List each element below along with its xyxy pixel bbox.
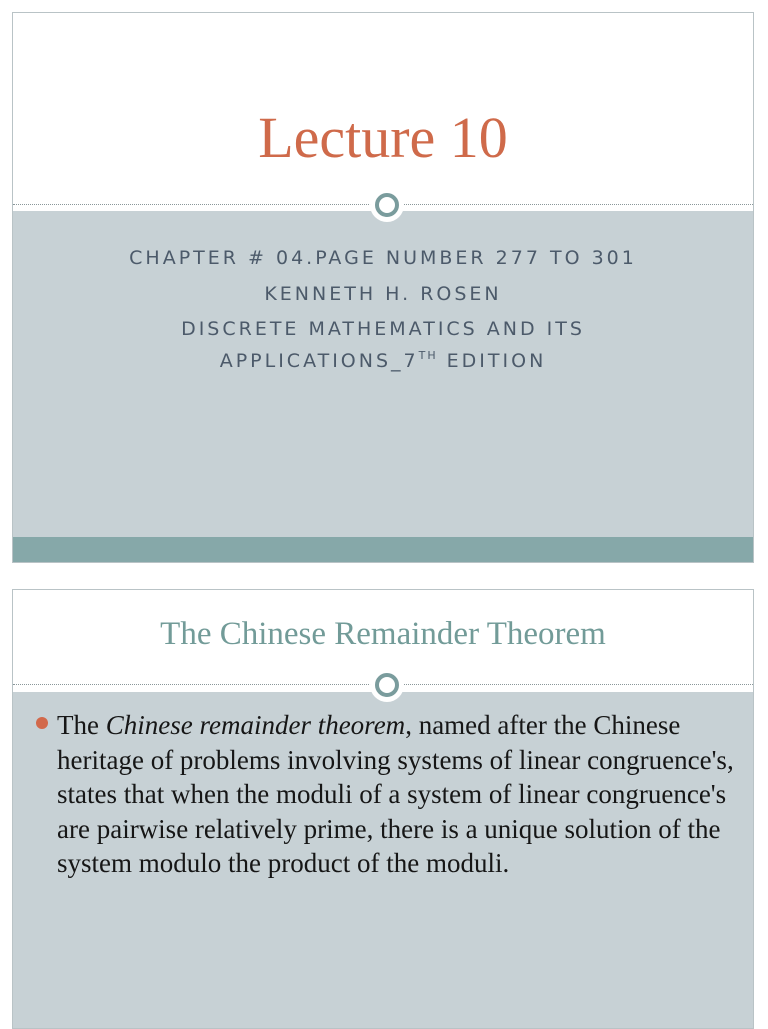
slide-2 (12, 589, 754, 1029)
slide-title: The Chinese Remainder Theorem (160, 616, 606, 652)
subtitle-author: KENNETH H. ROSEN (264, 283, 502, 305)
edition-word: EDITION (437, 350, 547, 372)
bullet-emphasis: Chinese remainder theorem (105, 710, 406, 740)
circle-ornament-icon (370, 188, 404, 222)
bottom-bar (13, 537, 753, 563)
edition-superscript: TH (418, 349, 438, 362)
subtitle-chapter: CHAPTER # 04.PAGE NUMBER 277 TO 301 (129, 247, 637, 269)
bullet-rest: , named after the Chinese heritage of problems involving systems of linear congruence's, states that when the moduli of a system of linear congruence's are pairwise relatively prime, there is a unique solution of the system modulo the product of the moduli. (57, 710, 734, 878)
edition-number: APPLICATIONS_7 (219, 350, 419, 372)
bullet-lead: The (57, 710, 106, 740)
title-area (13, 13, 753, 205)
subtitle-edition (13, 349, 753, 373)
circle-ornament-icon (370, 668, 404, 702)
lecture-title: Lecture 10 (258, 105, 508, 170)
slide-1 (12, 12, 754, 563)
subtitle-book: DISCRETE MATHEMATICS AND ITS (181, 318, 585, 340)
bullet-icon (36, 717, 48, 729)
bullet-paragraph (57, 708, 737, 881)
